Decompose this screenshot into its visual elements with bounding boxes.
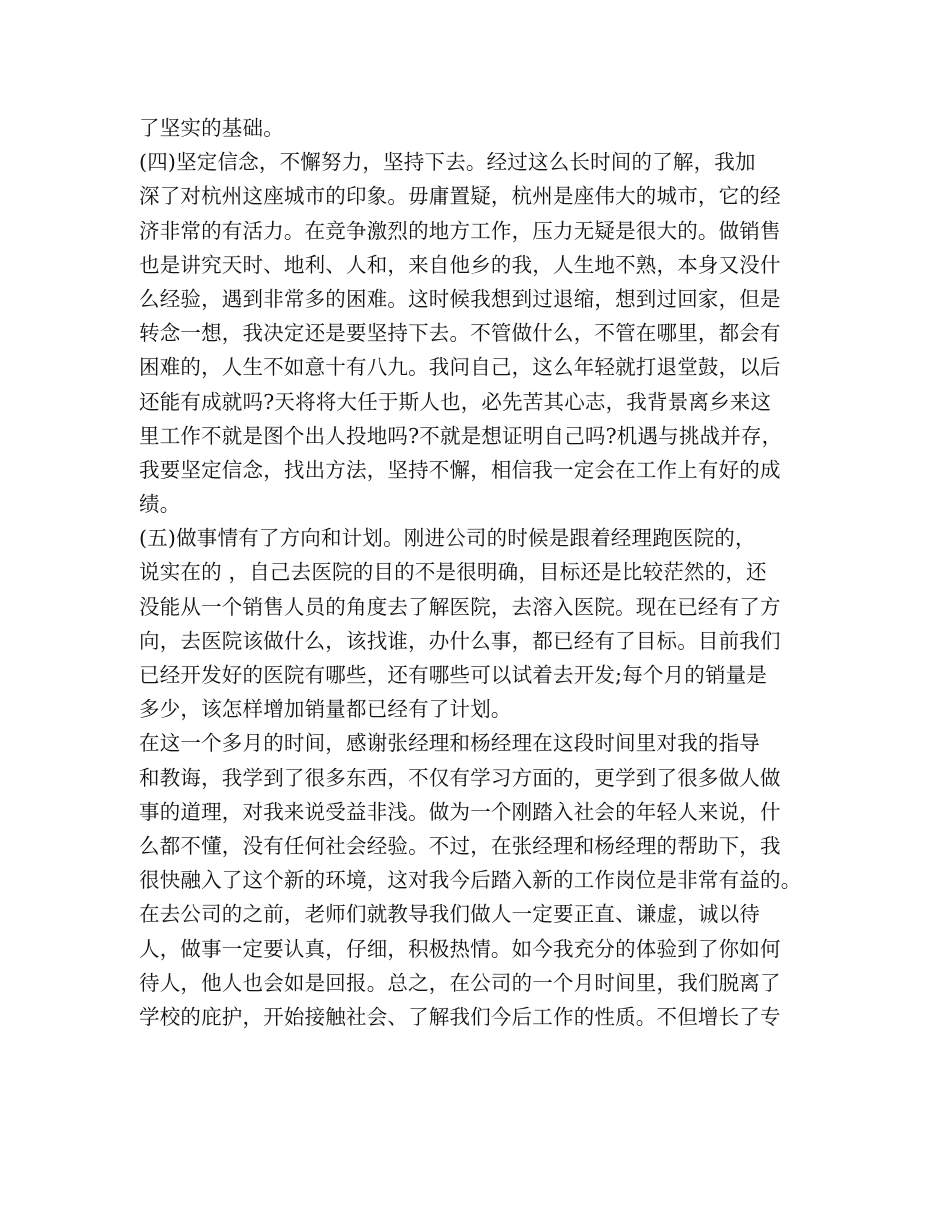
text-line: 么经验，遇到非常多的困难。这时候我想到过退缩，想到过回家，但是 [139,286,781,311]
text-line: 人，做事一定要认真，仔细，积极热情。如今我充分的体验到了你如何 [139,936,781,961]
text-line: 和教诲，我学到了很多东西，不仅有学习方面的，更学到了很多做人做 [139,765,781,790]
text-line: 没能从一个销售人员的角度去了解医院，去溶入医院。现在已经有了方 [139,594,781,619]
text-line: 转念一想，我决定还是要坚持下去。不管做什么，不管在哪里，都会有 [139,321,781,346]
text-line: (四)坚定信念，不懈努力，坚持下去。经过这么长时间的了解，我加 [139,150,756,175]
text-line: 里工作不就是图个出人投地吗?不就是想证明自己吗?机遇与挑战并存， [139,423,783,448]
text-line: 么都不懂，没有任何社会经验。不过，在张经理和杨经理的帮助下，我 [139,833,781,858]
text-line: 我要坚定信念，找出方法，坚持不懈，相信我一定会在工作上有好的成 [139,457,781,482]
text-line: 事的道理，对我来说受益非浅。做为一个刚踏入社会的年轻人来说，什 [139,799,781,824]
text-line: 困难的，人生不如意十有八九。我问自己，这么年轻就打退堂鼓，以后 [139,355,781,380]
text-line: 在这一个多月的时间，感谢张经理和杨经理在这段时间里对我的指导 [139,731,760,756]
text-line: 已经开发好的医院有哪些，还有哪些可以试着去开发;每个月的销量是 [139,663,768,687]
text-line: 待人，他人也会如是回报。总之，在公司的一个月时间里，我们脱离了 [139,970,781,995]
text-line: 在去公司的之前，老师们就教导我们做人一定要正直、谦虚，诚以待 [139,902,760,927]
text-line: 了坚实的基础。 [139,116,284,140]
text-line: 也是讲究天时、地利、人和，来自他乡的我，人生地不熟，本身又没什 [139,252,781,277]
text-line: 很快融入了这个新的环境，这对我今后踏入新的工作岗位是非常有益的。 [139,868,802,893]
text-line: 还能有成就吗?天将将大任于斯人也，必先苦其心志，我背景离乡来这 [139,389,772,414]
text-line: 说实在的 ，自己去医院的目的不是很明确，目标还是比较茫然的，还 [139,560,767,585]
text-line: 向，去医院该做什么，该找谁，办什么事，都已经有了目标。目前我们 [139,628,781,653]
text-line: 深了对杭州这座城市的印象。毋庸置疑，杭州是座伟大的城市，它的经 [139,184,781,209]
text-line: 多少，该怎样增加销量都已经有了计划。 [139,697,512,722]
text-line: 学校的庇护，开始接触社会、了解我们今后工作的性质。不但增长了专 [139,1004,781,1029]
text-line: 绩。 [139,492,181,517]
body-text [139,111,829,1034]
text-line: 济非常的有活力。在竞争激烈的地方工作，压力无疑是很大的。做销售 [139,218,781,243]
text-line: (五)做事情有了方向和计划。刚进公司的时候是跟着经理跑医院的， [139,526,756,551]
